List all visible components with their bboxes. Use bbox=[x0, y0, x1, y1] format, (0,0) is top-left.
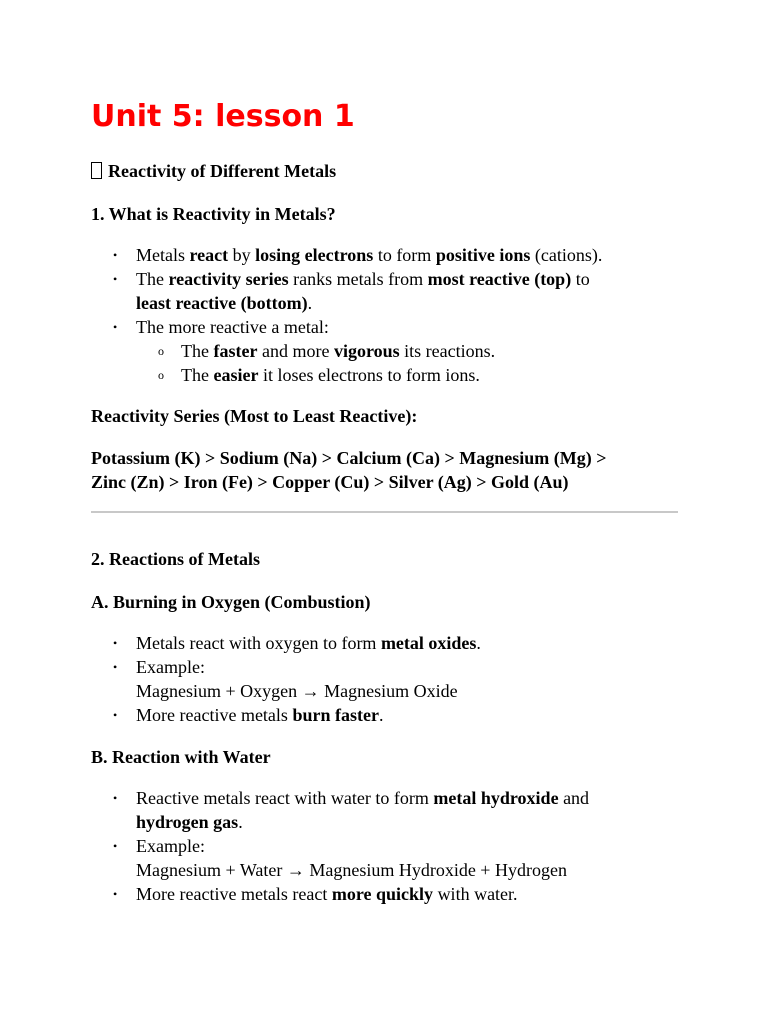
page-title: Unit 5: lesson 1 bbox=[91, 99, 355, 134]
bullet-icon: • bbox=[113, 636, 118, 650]
list-item: Reactive metals react with water to form metal hydroxide and bbox=[136, 788, 590, 808]
bullet-icon: • bbox=[113, 791, 118, 805]
bullet-icon: • bbox=[113, 320, 118, 334]
sub-list-item: The faster and more vigorous its reactions. bbox=[181, 341, 496, 361]
missing-glyph-icon bbox=[91, 162, 102, 179]
series-heading: Reactivity Series (Most to Least Reactive): bbox=[91, 406, 418, 426]
bullet-icon: • bbox=[113, 887, 118, 901]
bullet-icon: • bbox=[113, 248, 118, 262]
list-item: Example: bbox=[136, 657, 205, 677]
subsection-b-heading: B. Reaction with Water bbox=[91, 747, 271, 767]
list-item: Example: bbox=[136, 836, 205, 856]
list-item: More reactive metals burn faster. bbox=[136, 705, 384, 725]
series-line: Potassium (K) > Sodium (Na) > Calcium (Ca) > Magnesium (Mg) > bbox=[91, 448, 607, 468]
section1-heading: 1. What is Reactivity in Metals? bbox=[91, 204, 336, 224]
sub-bullet-icon: o bbox=[158, 344, 164, 358]
horizontal-rule bbox=[91, 511, 678, 513]
series-line: Zinc (Zn) > Iron (Fe) > Copper (Cu) > Silver (Ag) > Gold (Au) bbox=[91, 472, 569, 492]
bullet-icon: • bbox=[113, 272, 118, 286]
list-item: Metals react with oxygen to form metal oxides. bbox=[136, 633, 481, 653]
sub-bullet-icon: o bbox=[158, 368, 164, 382]
list-item: More reactive metals react more quickly with water. bbox=[136, 884, 518, 904]
list-item-continuation: least reactive (bottom). bbox=[136, 293, 313, 313]
list-item: The more reactive a metal: bbox=[136, 317, 329, 337]
example-equation: Magnesium + Oxygen → Magnesium Oxide bbox=[136, 681, 458, 701]
bullet-icon: • bbox=[113, 660, 118, 674]
section2-heading: 2. Reactions of Metals bbox=[91, 549, 260, 569]
sub-list-item: The easier it loses electrons to form ions. bbox=[181, 365, 480, 385]
subsection-a-heading: A. Burning in Oxygen (Combustion) bbox=[91, 592, 371, 612]
list-item: Metals react by losing electrons to form positive ions (cations). bbox=[136, 245, 603, 265]
list-item-continuation: hydrogen gas. bbox=[136, 812, 243, 832]
bullet-icon: • bbox=[113, 839, 118, 853]
example-equation: Magnesium + Water → Magnesium Hydroxide + Hydrogen bbox=[136, 860, 567, 880]
bullet-icon: • bbox=[113, 708, 118, 722]
list-item: The reactivity series ranks metals from most reactive (top) to bbox=[136, 269, 590, 289]
topic-heading: Reactivity of Different Metals bbox=[91, 159, 336, 183]
